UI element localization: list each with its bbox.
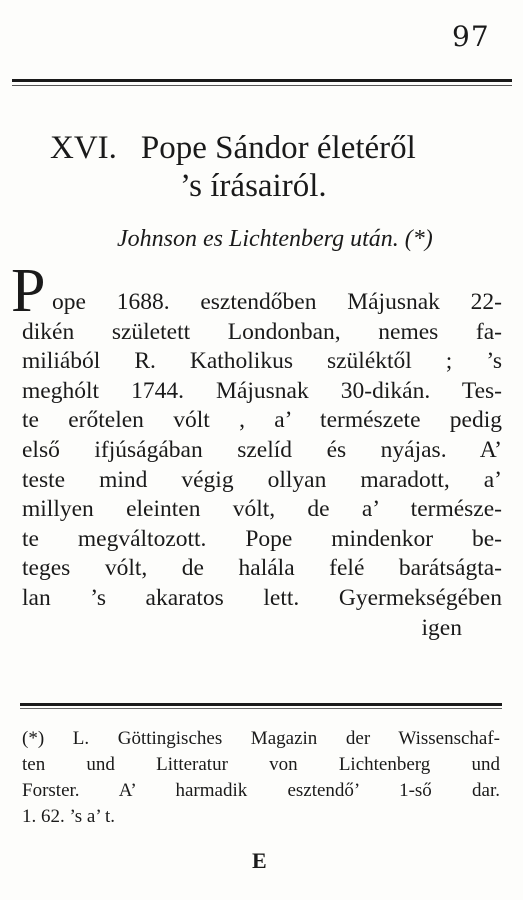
body-line: teges vólt, de halála felé barátságta- bbox=[22, 555, 502, 582]
footnote-line: 1. 62. ’s a’ t. bbox=[22, 806, 116, 827]
body-line: te erőtelen vólt , a’ természete pedig bbox=[22, 407, 502, 434]
body-line: te megváltozott. Pope mindenkor be- bbox=[22, 525, 502, 552]
body-line: dikén született Londonban, nemes fa- bbox=[22, 318, 502, 345]
chapter-heading-line1 bbox=[50, 130, 416, 167]
body-line: miliából R. Katholikus szüléktől ; ’s bbox=[22, 348, 502, 375]
footnote-line: (*) L. Göttingisches Magazin der Wissenschaf- bbox=[22, 728, 500, 749]
page-number: 97 bbox=[452, 20, 490, 53]
body-paragraph bbox=[22, 288, 502, 643]
footnote-rule-thin bbox=[20, 708, 502, 709]
drop-cap: P bbox=[11, 257, 46, 325]
signature-mark: E bbox=[252, 848, 267, 873]
chapter-number: XVI. bbox=[50, 130, 117, 166]
chapter-title-line2: ’s írásairól. bbox=[180, 168, 327, 204]
footnote-rule bbox=[20, 703, 502, 706]
body-line: ope 1688. esztendőben Májusnak 22- bbox=[52, 289, 502, 315]
chapter-title-line1: Pope Sándor életéről bbox=[140, 130, 416, 166]
byline: Johnson es Lichtenberg után. (*) bbox=[117, 226, 433, 252]
body-line: lan ’s akaratos lett. Gyermekségében bbox=[22, 584, 502, 611]
footnote bbox=[22, 726, 500, 830]
body-line: első ifjúságában szelíd és nyájas. A’ bbox=[22, 436, 502, 463]
header-rule-thin bbox=[12, 85, 512, 86]
body-line: meghólt 1744. Májusnak 30-dikán. Tes- bbox=[22, 377, 502, 404]
header-rule bbox=[12, 79, 512, 82]
footnote-line: ten und Litteratur von Lichtenberg und bbox=[22, 754, 500, 775]
body-line: millyen eleinten vólt, de a’ természe- bbox=[22, 496, 502, 523]
footnote-line: Forster. A’ harmadik esztendő’ 1-ső dar. bbox=[22, 780, 500, 801]
body-line: teste mind végig ollyan maradott, a’ bbox=[22, 466, 502, 493]
catchword: igen bbox=[421, 614, 462, 641]
